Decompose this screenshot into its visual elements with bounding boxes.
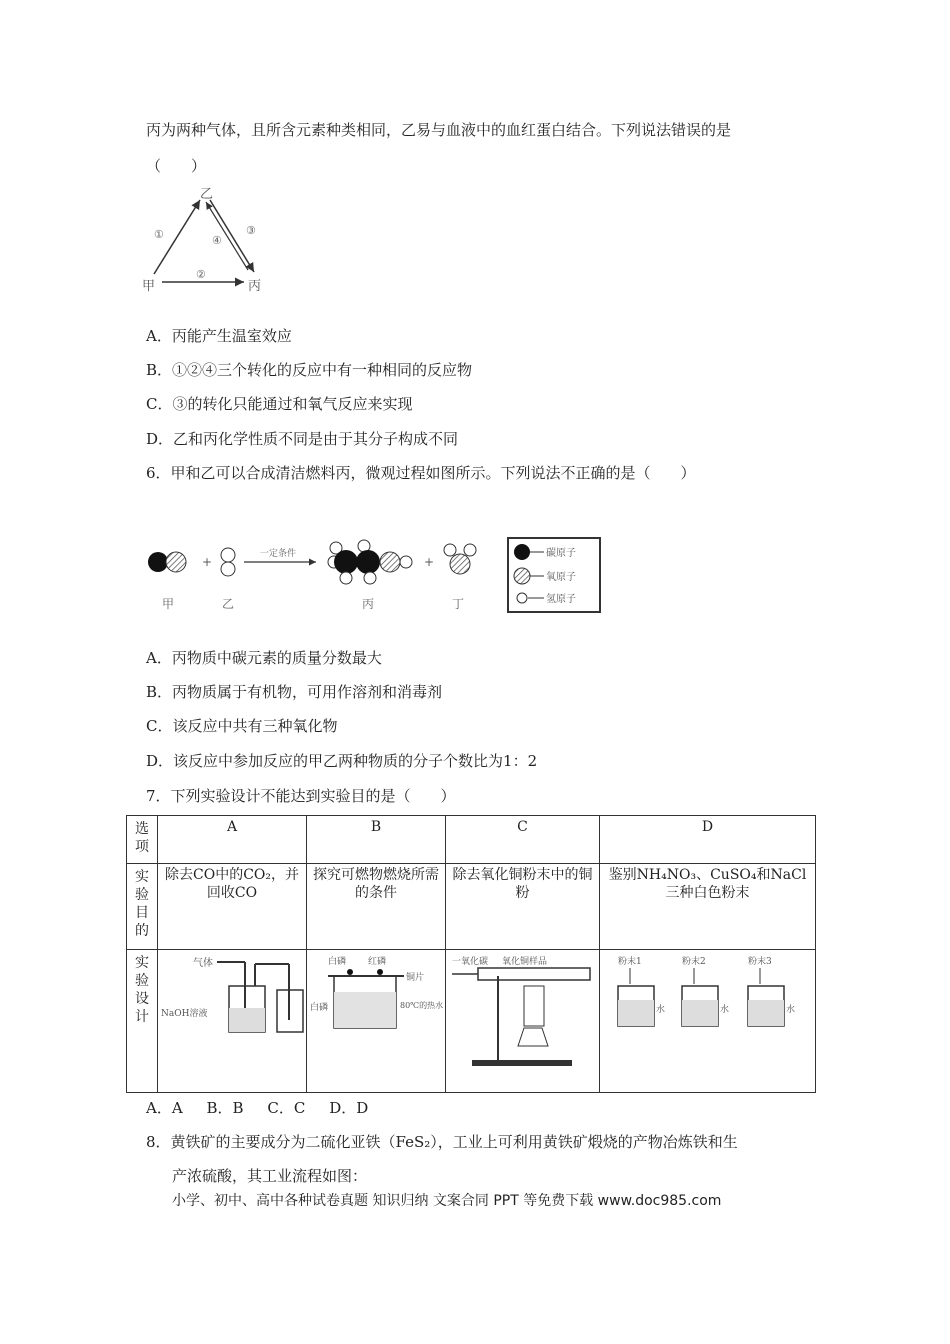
design-c bbox=[446, 950, 600, 1093]
svg-text:氧化铜样品: 氧化铜样品 bbox=[501, 957, 547, 967]
legend-hydrogen: 氢原子 bbox=[546, 594, 576, 605]
q5-stem: 丙为两种气体，且所含元素种类相同，乙易与血液中的血红蛋白结合。下列说法错误的是 bbox=[146, 121, 732, 139]
design-b bbox=[307, 950, 446, 1093]
hydrogen-atom bbox=[221, 548, 235, 562]
label-arrow-3: ③ bbox=[246, 224, 256, 237]
purpose-b: 探究可燃物燃烧所需的条件 bbox=[307, 864, 446, 950]
svg-text:NaOH溶液: NaOH溶液 bbox=[161, 1009, 208, 1019]
svg-text:粉末2: 粉末2 bbox=[681, 957, 706, 967]
carbon-atom bbox=[148, 552, 168, 572]
svg-text:气体: 气体 bbox=[193, 958, 213, 969]
purpose-a: 除去CO中的CO₂，并回收CO bbox=[158, 864, 307, 950]
gas-washing-apparatus-figure bbox=[159, 950, 305, 1086]
svg-text:80℃的热水: 80℃的热水 bbox=[400, 1001, 444, 1010]
hydrogen-atom bbox=[221, 562, 235, 576]
q5-option-b: B．①②④三个转化的反应中有一种相同的反应物 bbox=[146, 361, 473, 379]
q5-option-d: D．乙和丙化学性质不同是由于其分子构成不同 bbox=[146, 430, 459, 448]
q8-stem-line1: 8．黄铁矿的主要成分为二硫化亚铁（FeS₂），工业上可利用黄铁矿煅烧的产物冶炼铁和生 bbox=[146, 1133, 738, 1151]
row-label-purpose: 实验目的 bbox=[127, 864, 158, 950]
header-option: 选项 bbox=[127, 816, 158, 864]
q6-micro-process-diagram bbox=[140, 534, 610, 618]
oxygen-atom bbox=[450, 554, 470, 574]
svg-text:一氧化碳: 一氧化碳 bbox=[451, 957, 488, 967]
q5-option-c: C．③的转化只能通过和氧气反应来实现 bbox=[146, 395, 413, 413]
q5-option-a: A．丙能产生温室效应 bbox=[146, 327, 292, 345]
reduction-tube-figure bbox=[448, 950, 598, 1086]
svg-text:铜片: 铜片 bbox=[406, 973, 425, 983]
q7-option-a: A．A bbox=[146, 1099, 183, 1117]
svg-text:白磷: 白磷 bbox=[310, 1003, 329, 1013]
header-d: D bbox=[600, 816, 816, 864]
plus-sign: + bbox=[202, 555, 213, 569]
header-b: B bbox=[307, 816, 446, 864]
svg-text:白磷: 白磷 bbox=[328, 957, 347, 967]
q7-option-b: B．B bbox=[206, 1099, 244, 1117]
header-c: C bbox=[446, 816, 600, 864]
purpose-c: 除去氧化铜粉末中的铜粉 bbox=[446, 864, 600, 950]
label-bing: 丙 bbox=[362, 597, 375, 611]
q6-option-c: C．该反应中共有三种氧化物 bbox=[146, 717, 338, 735]
row-label-design: 实验设计 bbox=[127, 950, 158, 1093]
label-arrow-4: ④ bbox=[212, 234, 222, 247]
q7-experiment-table bbox=[126, 815, 816, 1093]
q6-stem: 6．甲和乙可以合成清洁燃料丙，微观过程如图所示。下列说法不正确的是（ ） bbox=[146, 464, 696, 482]
plus-sign: + bbox=[424, 555, 435, 569]
q7-option-c: C．C bbox=[267, 1099, 306, 1117]
q5-answer-paren: （ ） bbox=[146, 157, 207, 175]
label-yi: 乙 bbox=[200, 187, 214, 202]
header-a: A bbox=[158, 816, 307, 864]
design-a bbox=[158, 950, 307, 1093]
svg-text:水: 水 bbox=[719, 1005, 729, 1015]
oxygen-atom bbox=[166, 552, 186, 572]
combustion-conditions-figure bbox=[308, 950, 444, 1086]
q6-option-d: D．该反应中参加反应的甲乙两种物质的分子个数比为1：2 bbox=[146, 752, 538, 770]
svg-text:水: 水 bbox=[785, 1005, 795, 1015]
q7-option-d: D．D bbox=[329, 1099, 369, 1117]
q7-stem: 7．下列实验设计不能达到实验目的是（ ） bbox=[146, 787, 456, 805]
label-ding: 丁 bbox=[452, 597, 465, 611]
svg-text:红磷: 红磷 bbox=[368, 957, 387, 967]
label-arrow-1: ① bbox=[154, 228, 164, 241]
svg-text:粉末3: 粉末3 bbox=[747, 957, 772, 967]
svg-text:水: 水 bbox=[655, 1005, 665, 1015]
q5-transformation-diagram bbox=[140, 186, 280, 294]
label-jia: 甲 bbox=[162, 597, 175, 611]
label-jia: 甲 bbox=[142, 279, 156, 294]
oxygen-atom bbox=[380, 552, 400, 572]
q8-stem-line2: 产浓硫酸，其工业流程如图： bbox=[172, 1167, 368, 1185]
carbon-atom bbox=[356, 550, 380, 574]
design-d bbox=[600, 950, 816, 1093]
label-bing: 丙 bbox=[248, 279, 262, 294]
carbon-atom bbox=[334, 550, 358, 574]
svg-text:粉末1: 粉末1 bbox=[617, 957, 642, 967]
label-yi: 乙 bbox=[222, 597, 235, 611]
label-arrow-2: ② bbox=[196, 268, 206, 281]
q7-answer-options bbox=[146, 1098, 368, 1118]
purpose-d: 鉴别NH₄NO₃、CuSO₄和NaCl三种白色粉末 bbox=[600, 864, 816, 950]
legend-carbon: 碳原子 bbox=[546, 548, 576, 559]
reaction-condition: 一定条件 bbox=[260, 549, 297, 559]
legend-oxygen: 氧原子 bbox=[546, 572, 576, 583]
page-footer: 小学、初中、高中各种试卷真题 知识归纳 文案合同 PPT 等免费下载 www.doc985.com bbox=[172, 1193, 722, 1209]
q6-option-a: A．丙物质中碳元素的质量分数最大 bbox=[146, 649, 382, 667]
powder-identification-figure bbox=[608, 950, 808, 1086]
q6-option-b: B．丙物质属于有机物，可用作溶剂和消毒剂 bbox=[146, 683, 443, 701]
